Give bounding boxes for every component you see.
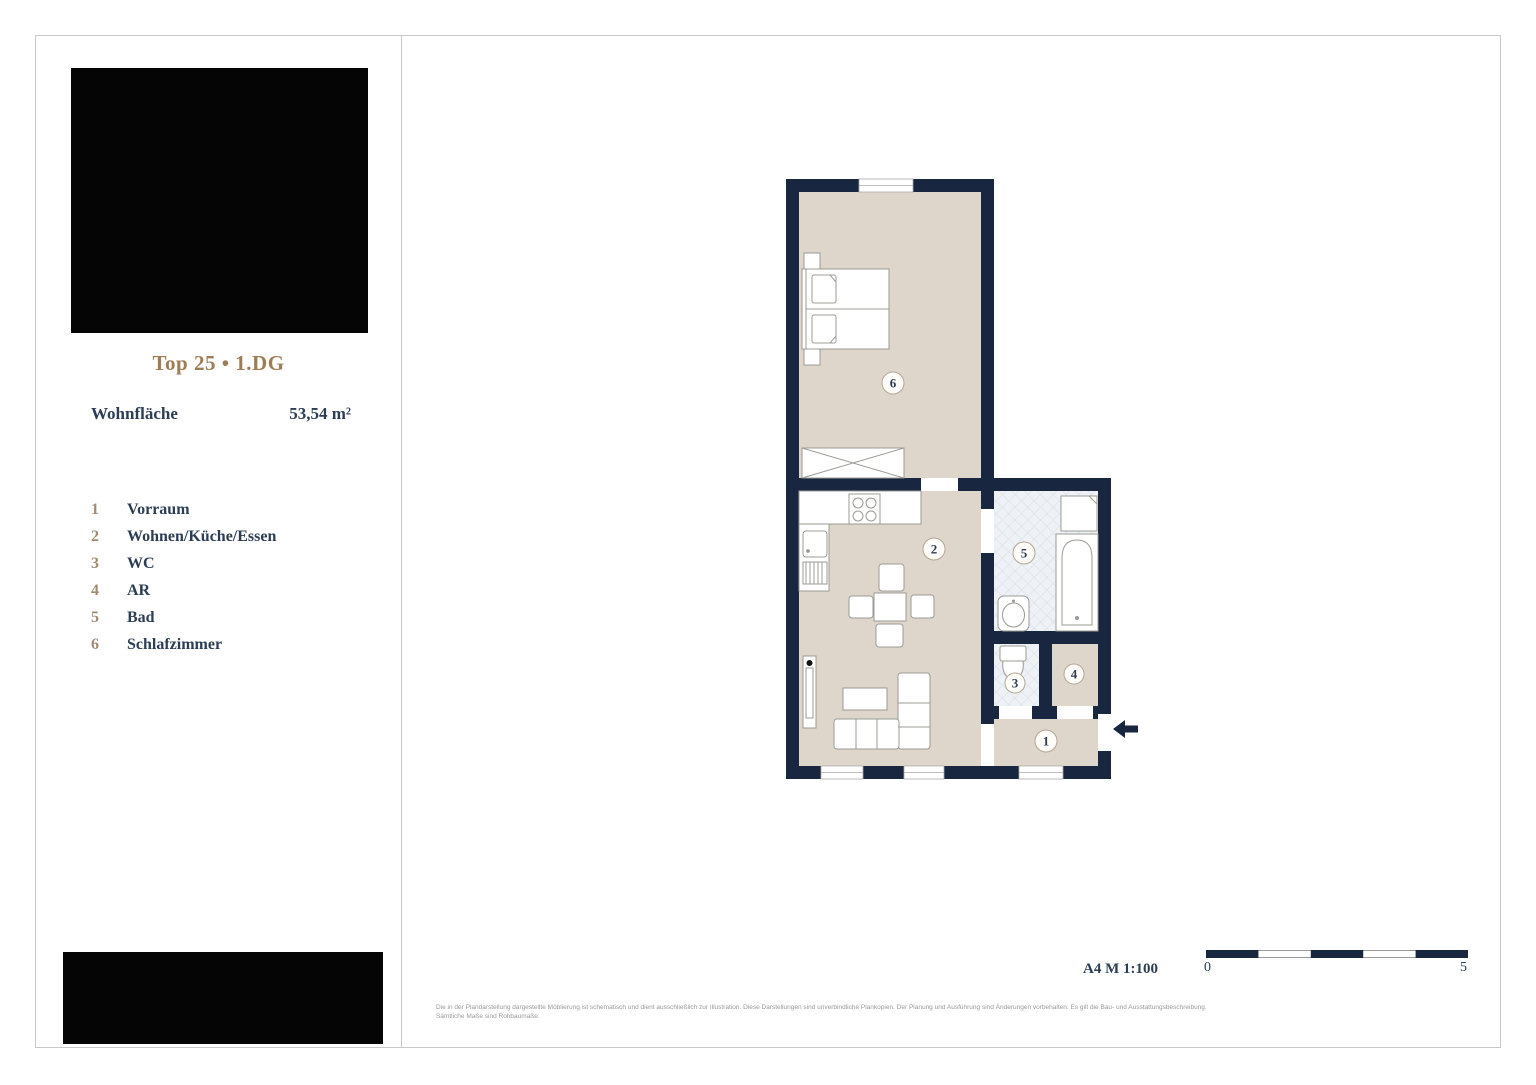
living-area-value: 53,54 m² <box>289 404 351 423</box>
room-marker-1 <box>1035 730 1057 752</box>
legend-item <box>91 631 371 658</box>
legend-label: Bad <box>127 609 155 626</box>
room-marker-5 <box>1013 542 1035 564</box>
scale-label-zero: 0 <box>1204 960 1211 975</box>
room-marker-6 <box>882 372 904 394</box>
unit-title: Top 25 • 1.DG <box>152 351 285 375</box>
legend-item <box>91 604 371 631</box>
column-divider <box>401 36 402 1047</box>
room-marker-3 <box>1005 673 1025 693</box>
logo-placeholder-top <box>71 68 368 333</box>
kitchen-sink <box>803 531 827 557</box>
room-legend <box>91 496 371 658</box>
svg-text:1: 1 <box>1042 733 1050 749</box>
format-scale-label: A4 M 1:100 <box>1083 961 1158 977</box>
scale-label-five: 5 <box>1460 960 1467 975</box>
legend-item <box>91 496 371 523</box>
washing-machine <box>1061 496 1097 531</box>
legend-number: 6 <box>91 636 99 653</box>
legend-item <box>91 550 371 577</box>
legend-number: 4 <box>91 582 99 599</box>
legend-label: Wohnen/Küche/Essen <box>127 528 277 545</box>
svg-text:2: 2 <box>930 541 938 557</box>
legend-label: WC <box>127 555 155 572</box>
living-area-label: Wohnfläche <box>91 404 178 423</box>
legend-item <box>91 577 371 604</box>
svg-text:4: 4 <box>1070 666 1078 682</box>
logo-placeholder-bottom <box>63 952 383 1044</box>
living-window-1 <box>821 766 863 779</box>
stove <box>849 494 880 524</box>
legend-label: AR <box>127 582 151 599</box>
legend-number: 3 <box>91 555 99 572</box>
floor-plan <box>786 176 1138 786</box>
legend-label: Vorraum <box>127 501 190 518</box>
bathroom-sink <box>998 596 1029 631</box>
disclaimer-text: Die in der Plandarstellung dargestellte Möblierung ist schematisch und dient ausschließlich zur Illustration. Diese Darstellungen sind unverbindliche Plankopien. Der Planung und Ausführung sind Änderungen vorbehalten. Es gilt die Bau- und Ausstattungsbeschreibung. Sämtliche Maße sind Rohbaumaße. <box>436 1004 1207 1020</box>
plan-sheet <box>35 35 1501 1048</box>
hall-window <box>1019 766 1063 779</box>
radiator <box>803 656 816 728</box>
legend-item <box>91 523 371 550</box>
room-marker-2 <box>923 538 945 560</box>
room-marker-4 <box>1064 664 1084 684</box>
living-area-row <box>91 404 351 424</box>
dishwasher <box>803 562 827 584</box>
entrance-arrow <box>1113 720 1138 738</box>
legend-number: 1 <box>91 501 99 518</box>
legend-label: Schlafzimmer <box>127 636 223 653</box>
scale-bar <box>1206 949 1468 959</box>
legend-number: 5 <box>91 609 99 626</box>
coffee-table <box>843 688 887 710</box>
wardrobe <box>802 448 904 478</box>
svg-text:5: 5 <box>1020 545 1028 561</box>
svg-text:6: 6 <box>889 375 897 391</box>
legend-number: 2 <box>91 528 99 545</box>
bathtub <box>1056 534 1098 631</box>
bed <box>802 253 889 365</box>
svg-text:3: 3 <box>1011 675 1019 691</box>
living-window-2 <box>904 766 944 779</box>
bedroom-window <box>859 179 913 192</box>
